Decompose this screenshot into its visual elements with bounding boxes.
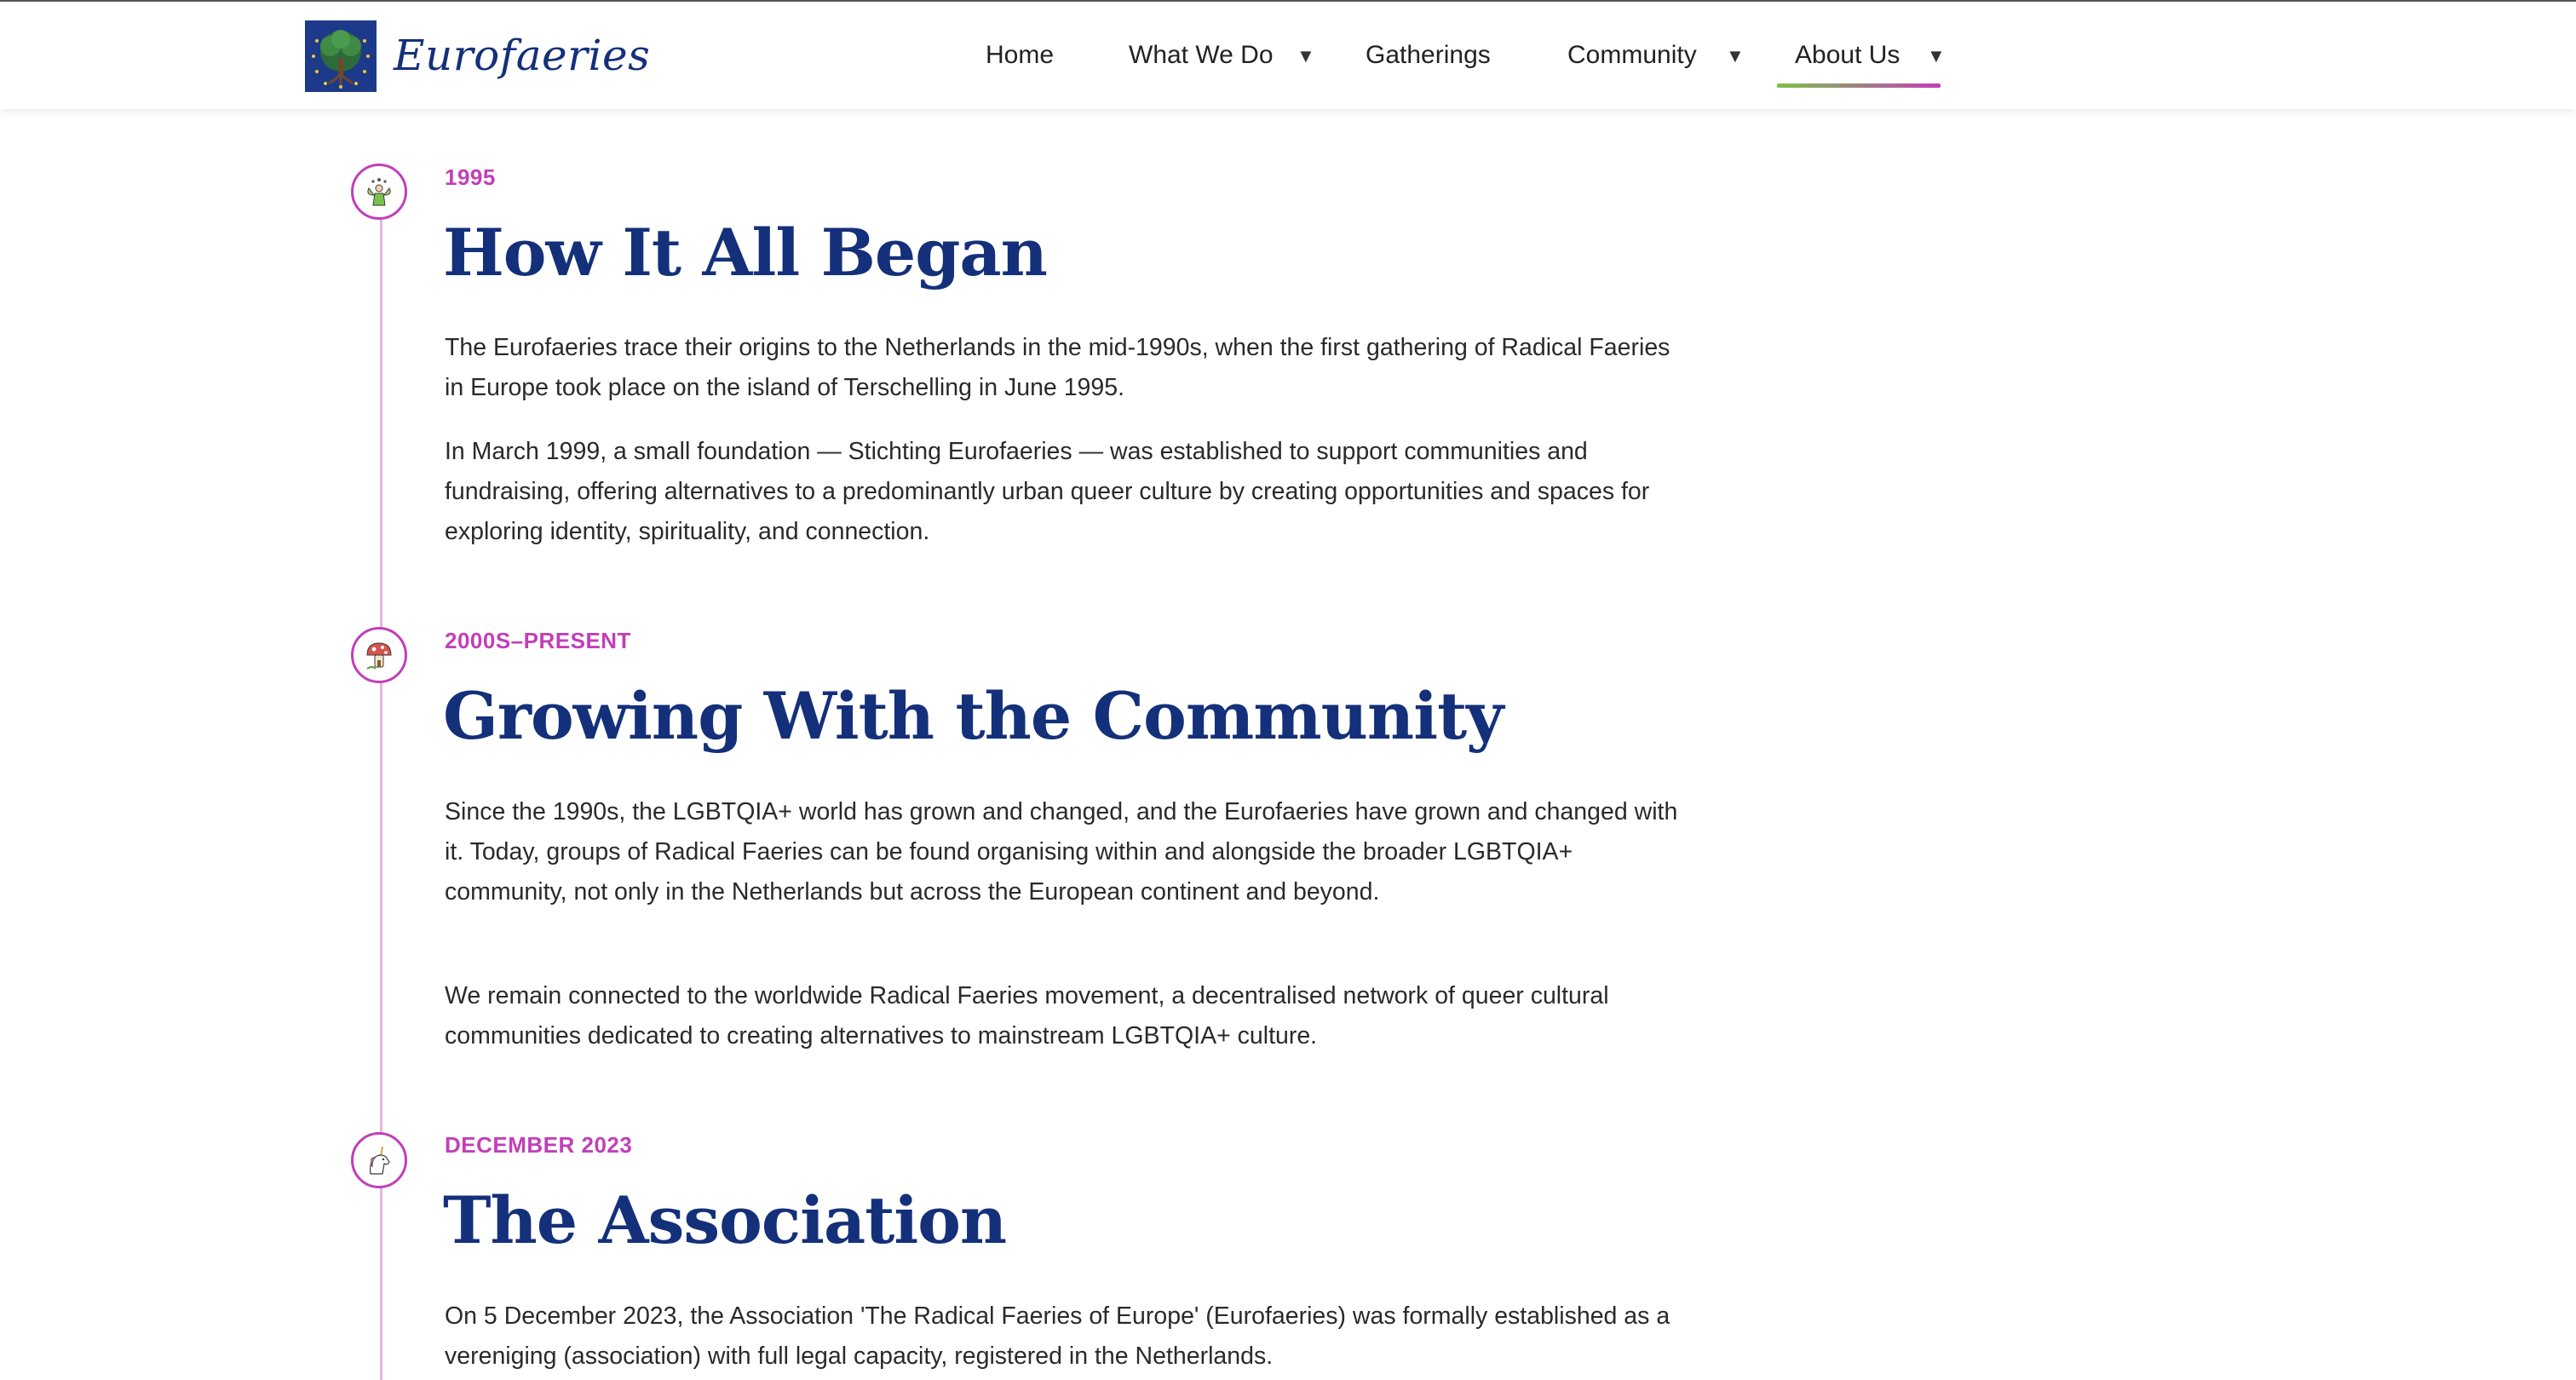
nav-home[interactable]: Home — [986, 41, 1055, 69]
timeline-paragraph: Since the 1990s, the LGBTQIA+ world has grown and changed, and the Eurofaeries have grown and changed with it. Today, groups of Radical Faeries can be found organising within and alongside the broader LGBTQIA+ community, not only in the Netherlands but across the European continent and beyond. — [445, 798, 1678, 906]
tree-of-life-icon — [305, 20, 377, 92]
fairy-icon — [364, 176, 394, 207]
nav-what-we-do[interactable]: What We Do — [1129, 41, 1274, 69]
timeline-marker — [351, 164, 407, 220]
nav-community[interactable]: Community — [1567, 41, 1697, 69]
timeline-marker — [351, 627, 407, 683]
timeline-heading: Growing With the Community — [443, 678, 1504, 754]
active-nav-indicator — [1777, 83, 1941, 88]
nav-gatherings[interactable]: Gatherings — [1366, 41, 1491, 69]
chevron-down-icon[interactable]: ▼ — [1297, 45, 1315, 66]
mushroom-icon — [364, 640, 394, 670]
timeline-era: 1995 — [445, 164, 496, 190]
eurofaeries-logo[interactable] — [305, 20, 377, 92]
timeline-line — [380, 193, 382, 1380]
timeline-era: DECEMBER 2023 — [445, 1132, 633, 1158]
timeline-paragraph: On 5 December 2023, the Association 'The Radical Faeries of Europe' (Eurofaeries) was formally established as a vereniging (association) with full legal capacity, registered in the Netherlands. — [445, 1302, 1670, 1370]
chevron-down-icon[interactable]: ▼ — [1927, 45, 1946, 66]
timeline-marker — [351, 1132, 407, 1188]
site-header — [0, 0, 2576, 109]
timeline-paragraph: The Eurofaeries trace their origins to the Netherlands in the mid-1990s, when the first gathering of Radical Faeries in Europe took place on the island of Terschelling in June 1995. — [445, 334, 1670, 401]
timeline-paragraph: In March 1999, a small foundation — Stichting Eurofaeries — was established to support communities and fundraising, offering alternatives to a predominantly urban queer culture by creating opportunities and spaces for exploring identity, spirituality, and connection. — [445, 438, 1650, 545]
unicorn-icon — [364, 1145, 394, 1176]
timeline-paragraph: We remain connected to the worldwide Radical Faeries movement, a decentralised network of queer cultural communities dedicated to creating alternatives to mainstream LGBTQIA+ culture. — [445, 982, 1609, 1049]
chevron-down-icon[interactable]: ▼ — [1726, 45, 1745, 66]
timeline-heading: How It All Began — [443, 215, 1047, 290]
timeline-heading: The Association — [443, 1182, 1007, 1258]
brand-name[interactable]: Eurofaeries — [394, 31, 651, 80]
timeline-era: 2000S–PRESENT — [445, 628, 631, 653]
nav-about-us[interactable]: About Us — [1795, 41, 1900, 69]
